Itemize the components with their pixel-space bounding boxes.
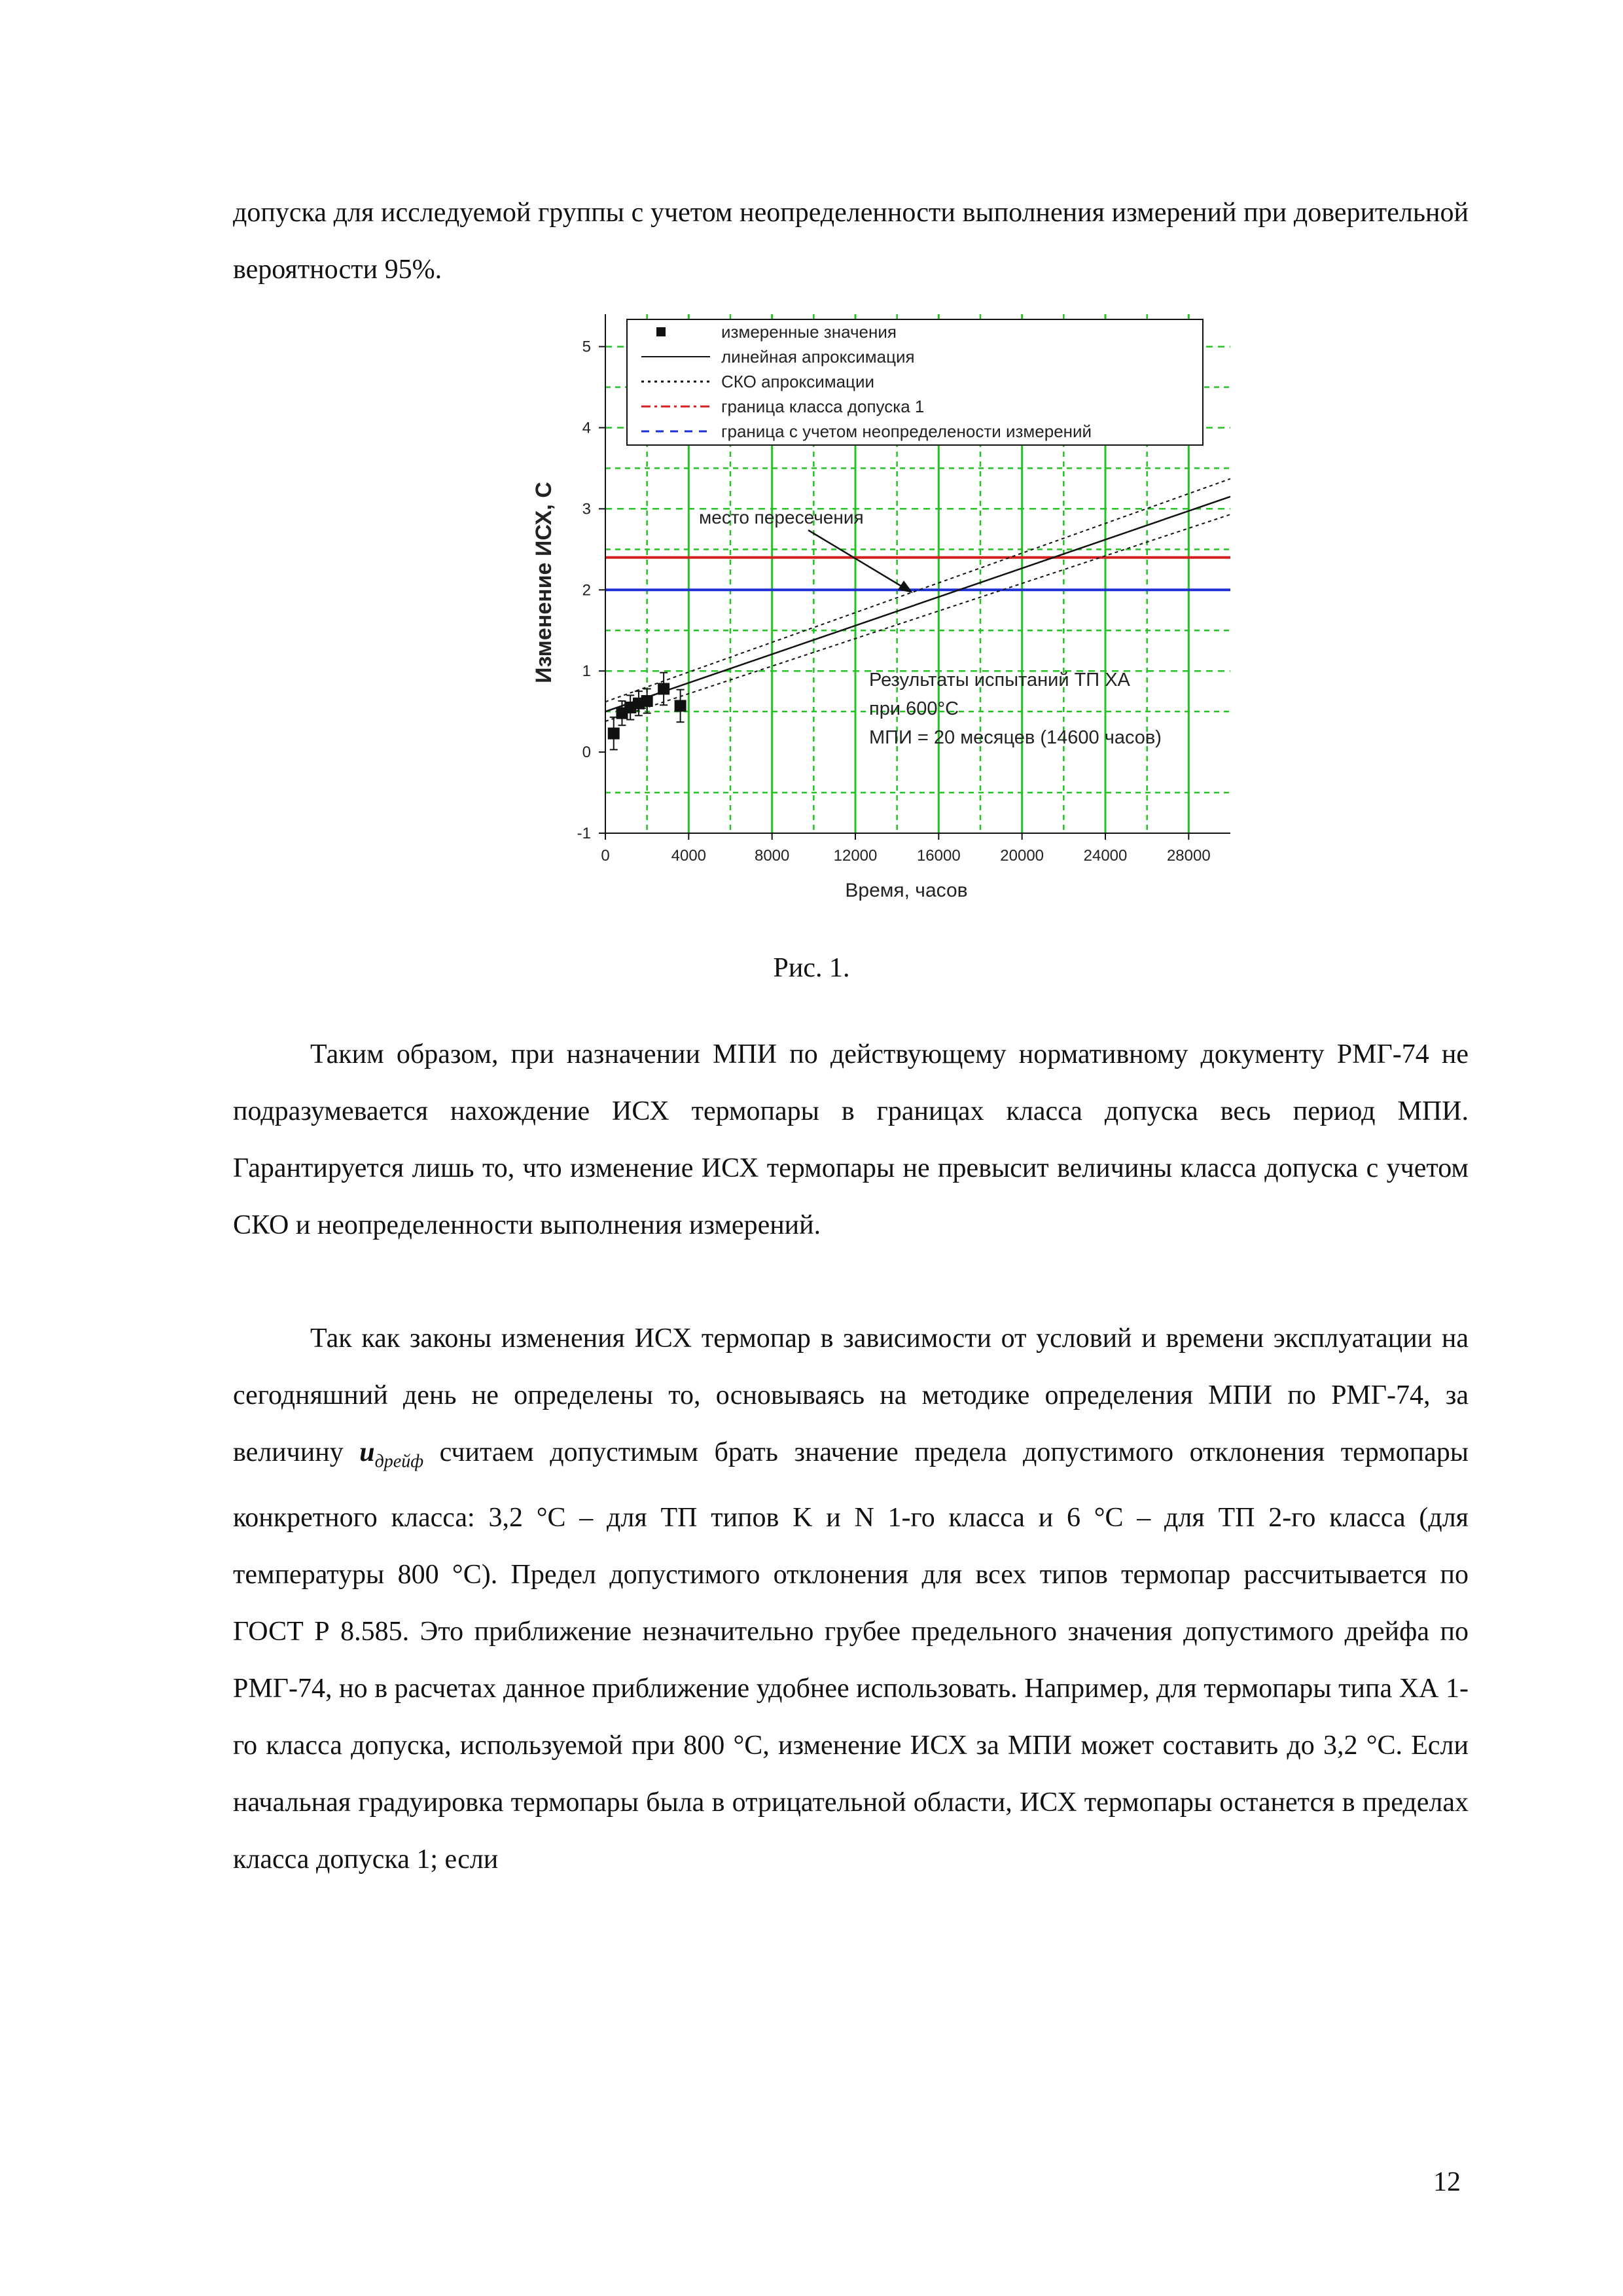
- x-tick-label: 4000: [671, 847, 707, 865]
- x-tick-label: 12000: [833, 847, 878, 865]
- y-tick-label: 4: [582, 419, 591, 437]
- intersection-label: место пересечения: [699, 507, 864, 528]
- x-tick-label: 24000: [1083, 847, 1128, 865]
- page-number: 12: [1433, 2167, 1461, 2197]
- paragraph-top: допуска для исследуемой группы с учетом неопределенности выполнения измерений при доверительной вероятности 95%.: [233, 198, 1469, 285]
- paragraph-2: [233, 1310, 1469, 1888]
- y-tick-label: 2: [582, 581, 591, 600]
- x-axis-label: Время, часов: [845, 880, 968, 901]
- info-line-3: МПИ = 20 месяцев (14600 часов): [869, 727, 1162, 748]
- paragraph-1: Таким образом, при назначении МПИ по действующему нормативному документу РМГ-74 не подразумевается нахождение ИСХ термопары в границах класса допуска весь период МПИ. Гарантируется лишь то, что изменение ИСХ термопары не превысит величины класса допуска с учетом СКО и неопределенности выполнения измерений.: [233, 1039, 1469, 1240]
- data-point: [641, 695, 653, 707]
- u-drift-symbol: [359, 1437, 424, 1472]
- legend-marker: [656, 327, 666, 336]
- u-subscript: дрейф: [374, 1451, 424, 1472]
- paragraph-2-start: Так как законы изменения ИСХ термопар в зависимости от условий и времени эксплуатации на сегодняшний день не определены то, основываясь на методике определения МПИ по РМГ-74, за величину: [233, 1323, 1469, 1467]
- u-symbol: u: [359, 1437, 375, 1467]
- y-tick-label: 5: [582, 338, 591, 356]
- x-tick-label: 20000: [1000, 847, 1044, 865]
- y-tick-label: 0: [582, 744, 591, 762]
- chart-limit-lines: [605, 558, 1230, 590]
- legend-label: измеренные значения: [721, 322, 897, 342]
- x-tick-label: 0: [601, 847, 610, 865]
- x-tick-label: 28000: [1166, 847, 1211, 865]
- info-line-1: Результаты испытаний ТП ХА: [869, 670, 1130, 691]
- paragraph-2-end: считаем допустимым брать значение предела допустимого отклонения термопары конкретного класса: 3,2 °С – для ТП типов K и N 1-го класса и 6 °С – для ТП 2-го класса (для температуры 800 °С). Предел допустимого отклонения для всех типов термопар рассчитывается по ГОСТ Р 8.585. Это приближение незначительно грубее предельного значения допустимого дрейфа по РМГ-74, но в расчетах данное приближение удобнее использовать. Например, для термопары типа ХА 1-го класса допуска, используемой при 800 °С, изменение ИСХ за МПИ может составить до 3,2 °С. Если начальная градуировка термопары была в отрицательной области, ИСХ термопары останется в пределах класса допуска 1; если: [233, 1437, 1469, 1875]
- chart-legend: [627, 319, 1203, 445]
- legend-label: линейная апроксимация: [721, 347, 915, 367]
- data-point: [658, 683, 669, 694]
- y-axis-label: Изменение ИСХ, С: [531, 482, 556, 683]
- figure-chart: [510, 308, 1250, 910]
- legend-label: граница класса допуска 1: [721, 397, 925, 416]
- figure-caption: Рис. 1.: [773, 953, 850, 983]
- chart-info-box: [869, 670, 1162, 748]
- x-tick-label: 16000: [916, 847, 961, 865]
- data-point: [608, 728, 620, 740]
- legend-label: граница с учетом неопределеноcти измерений: [721, 422, 1092, 441]
- y-tick-label: -1: [577, 825, 591, 842]
- intersection-arrow: [808, 530, 908, 590]
- data-point: [675, 700, 687, 711]
- legend-label: СКО апроксимации: [721, 372, 874, 391]
- y-tick-label: 1: [582, 662, 591, 681]
- info-line-2: при 600°С: [869, 698, 959, 719]
- x-tick-label: 8000: [754, 847, 790, 865]
- y-tick-label: 3: [582, 500, 591, 518]
